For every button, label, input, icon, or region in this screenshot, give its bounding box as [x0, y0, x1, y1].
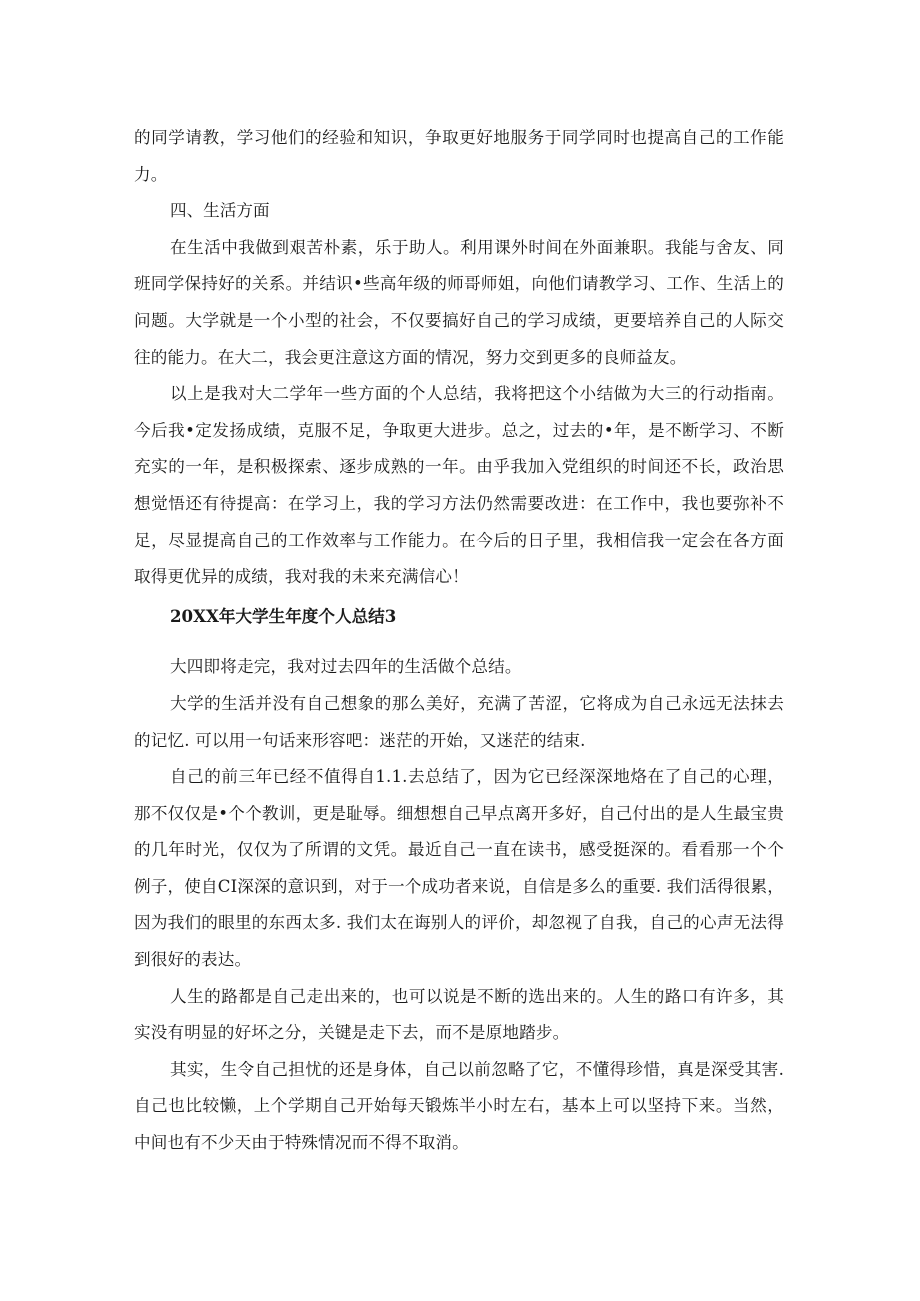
paragraph-first-three-years: 自己的前三年已经不值得自1.1.去总结了，因为它已经深深地烙在了自己的心理，那不仅仅是•个个教训，更是耻辱。细想想自己早点离开多好，自己付出的是人生最宝贵的几年时光，仅仅为了所谓的文凭。最近自己一直在读书，感受挺深的。看看那一个个例子，使自CI深深的意识到，对于一个成功者来说，自信是多么的重要. 我们活得很累，因为我们的眼里的东西太多. 我们太在诲别人的评价，却忽视了自我，自己的心声无法得到很好的表达。 — [134, 767, 784, 970]
paragraph-college-life: 大学的生活并没有自己想象的那么美好，充满了苦涩，它将成为自己永远无法抹去的记忆. 可以用一句话来形容吧：迷茫的开始，又迷茫的结束. — [134, 693, 784, 750]
paragraph-continuation: 的同学请教，学习他们的经验和知识，争取更好地服务于同学同时也提高自己的工作能力。 — [134, 128, 784, 184]
document-body — [134, 120, 784, 1162]
paragraph-life-path: 人生的路都是自己走出来的，也可以说是不断的选出来的。人生的路口有许多，其实没有明显的好坏之分，关键是走下去，而不是原地踏步。 — [134, 986, 784, 1043]
section-heading-life: 四、生活方面 — [170, 201, 270, 221]
paragraph-summary: 以上是我对大二学年一些方面的个人总结，我将把这个小结做为大三的行动指南。今后我•定发扬成绩，克服不足，争取更大进步。总之，过去的•年，是不断学习、不断充实的一年，是积极探索、逐步成熟的一年。由乎我加入党组织的时间还不长，政治思想觉悟还有待提高：在学习上，我的学习方法仍然需要改进：在工作中，我也要弥补不足，尽显提高自己的工作效率与工作能力。在今后的日子里，我相信我一定会在各方面取得更优异的成绩，我对我的未来充满信心！ — [134, 384, 784, 587]
paragraph-intro: 大四即将走完，我对过去四年的生活做个总结。 — [170, 657, 522, 677]
article-title: 20XX年大学生年度个人总结3 — [170, 605, 397, 626]
paragraph-life: 在生活中我做到艰苦朴素，乐于助人。利用课外时间在外面兼职。我能与舍友、同班同学保持好的关系。并结识•些高年级的师哥师姐，向他们请教学习、工作、生活上的问题。大学就是一个小型的社会，不仅要搞好自己的学习成绩，更要培养自己的人际交往的能力。在大二，我会更注意这方面的情况，努力交到更多的良师益友。 — [134, 237, 784, 367]
paragraph-health: 其实，生令自己担忧的还是身体，自己以前忽略了它，不懂得珍惜，真是深受其害. 自己也比较懒，上个学期自己开始每天锻炼半小时左右，基本上可以坚持下来。当然，中间也有不少天由于特殊情况而不得不取消。 — [134, 1059, 784, 1153]
